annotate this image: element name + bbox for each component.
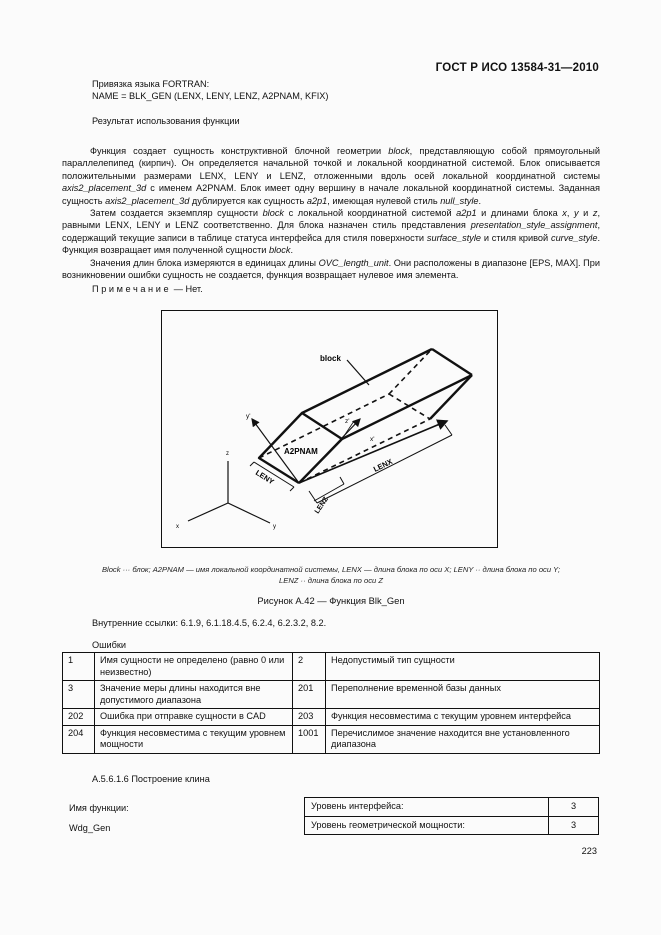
binding-title: Привязка языка FORTRAN: (92, 79, 210, 89)
figure-caption: Block ··· блок; A2PNAM — имя локальной координатной системы, LENX — длина блока по оси X; LENY ·· длина блока по оси Y; LENZ ·· длина блока по оси Z (101, 565, 561, 585)
levels-table-body (305, 798, 599, 835)
lenz-label: LENZ (313, 496, 330, 516)
error-description: Переполнение временной базы данных (326, 681, 600, 709)
error-description: Имя сущности не определено (равно 0 или неизвестно) (95, 653, 293, 681)
error-description: Функция несовместима с текущим уровнем интерфейса (326, 709, 600, 726)
block-diagram (162, 311, 497, 547)
binding-signature: NAME = BLK_GEN (LENX, LENY, LENZ, A2PNAM, KFIX) (92, 91, 329, 101)
block-outline (259, 349, 472, 483)
level-value: 3 (549, 798, 599, 817)
errors-table-body (63, 653, 600, 754)
global-y-label: y (273, 524, 276, 530)
error-code: 201 (293, 681, 326, 709)
error-description: Функция несовместима с текущим уровнем мощности (95, 725, 293, 753)
paragraph-2: Затем создается экземпляр сущности block с локальной координатной системой a2p1 и длинами блока x, y и z, равными LENX, LENY и LENZ соответственно. Для блока назначен стиль представления presentation_style_assignment, содержащий текущие записи в таблице статуса интерфейса для стиля поверхности surface_style и стиля кривой curve_style. Функция возвращает имя полученной сущности block. (62, 208, 601, 256)
error-description: Ошибка при отправке сущности в CAD (95, 709, 293, 726)
section-heading: А.5.6.1.6 Построение клина (92, 774, 210, 784)
global-z-label: z (226, 451, 229, 457)
function-name-value: Wdg_Gen (69, 823, 111, 833)
error-code: 202 (63, 709, 95, 726)
internal-refs: Внутренние ссылки: 6.1.9, 6.1.18.4.5, 6.2.4, 6.2.3.2, 8.2. (92, 618, 327, 628)
figure-title: Рисунок А.42 — Функция Blk_Gen (257, 595, 405, 606)
standard-header: ГОСТ Р ИСО 13584-31—2010 (435, 62, 599, 74)
description-text (62, 145, 600, 281)
local-x-label: x' (370, 436, 375, 443)
global-x-label: x (176, 524, 179, 530)
result-heading: Результат использования функции (92, 116, 240, 126)
leny-label: LENY (253, 468, 276, 487)
paragraph-1: Функция создает сущность конструктивной блочной геометрии block, представляющую собой прямоугольный параллелепипед (кирпич). Он определяется начальной точкой и локальной координатной системой. Блок описывается положительными размерами LENX, LENY и LENZ, отложенными вдоль осей локальной координатной системы axis2_placement_3d с именем A2PNAM. Блок имеет одну вершину в начале локальной координатной системы. Заданная сущность axis2_placement_3d дублируется как сущность a2p1, имеющая нулевой стиль null_style. (62, 146, 600, 206)
level-label: Уровень геометрической мощности: (305, 816, 549, 835)
block-leader-line (347, 360, 369, 385)
level-label: Уровень интерфейса: (305, 798, 549, 817)
level-row (305, 816, 599, 835)
error-code: 1001 (293, 725, 326, 753)
error-code: 2 (293, 653, 326, 681)
error-code: 3 (63, 681, 95, 709)
local-axes (252, 419, 447, 483)
local-z-label: z' (345, 418, 350, 425)
paragraph-3: Значения длин блока измеряются в единицах длины OVC_length_unit. Они расположены в диапазоне [EPS, MAX]. При возникновении ошибки сущность не создается, функция возвращает нулевое имя элемента. (62, 257, 600, 281)
block-label: block (320, 354, 341, 363)
error-description: Значение меры длины находится вне допустимого диапазона (95, 681, 293, 709)
note: Примечание — Нет. (92, 284, 203, 294)
levels-table (304, 797, 599, 835)
error-row (63, 653, 600, 681)
errors-table (62, 652, 600, 754)
error-description: Недопустимый тип сущности (326, 653, 600, 681)
page-number: 223 (581, 846, 597, 856)
function-name-label: Имя функции: (69, 803, 129, 813)
level-value: 3 (549, 816, 599, 835)
error-code: 204 (63, 725, 95, 753)
error-row (63, 709, 600, 726)
a2pnam-label: A2PNAM (284, 447, 318, 456)
level-row (305, 798, 599, 817)
error-row (63, 725, 600, 753)
lenx-label: LENX (371, 456, 394, 474)
error-description: Перечислимое значение находится вне установленного диапазона (326, 725, 600, 753)
error-row (63, 681, 600, 709)
error-code: 203 (293, 709, 326, 726)
errors-heading: Ошибки (92, 640, 127, 650)
error-code: 1 (63, 653, 95, 681)
local-y-label: y' (246, 413, 251, 420)
figure-frame (161, 310, 498, 548)
